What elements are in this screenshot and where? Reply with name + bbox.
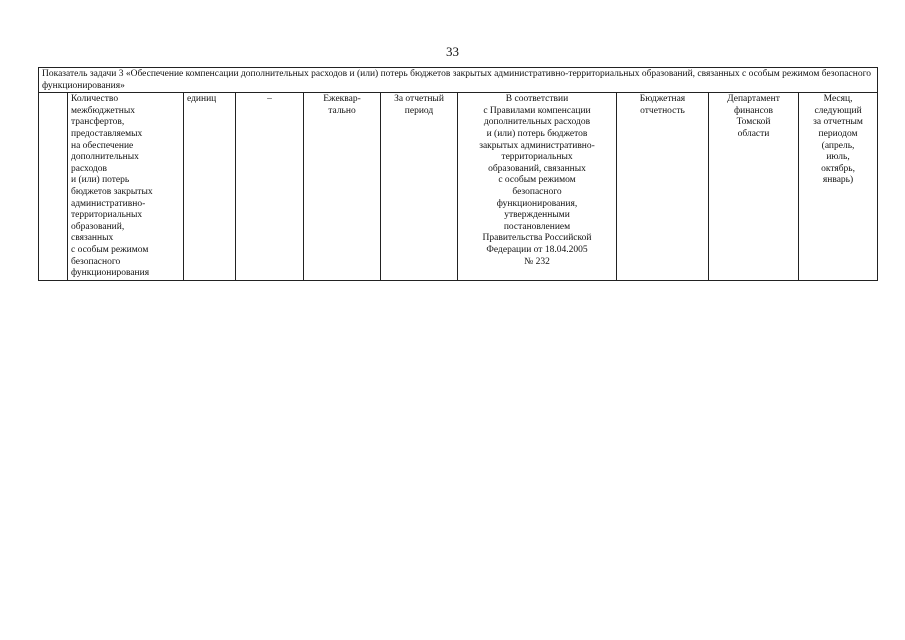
row-number-cell	[39, 93, 68, 281]
periodicity-cell: Ежеквар- тально	[304, 93, 381, 281]
page-number: 33	[446, 44, 459, 59]
task-indicator-header: Показатель задачи 3 «Обеспечение компенсации дополнительных расходов и (или) потерь бюджетов закрытых административно-территориальных образований, связанных с особым режимом безопасного функционирования»	[39, 68, 878, 93]
indicator-name-cell: Количество межбюджетных трансфертов, предоставляемых на обеспечение дополнительных расходов и (или) потерь бюджетов закрытых административно- территориальных образований, связанных с особым режимом безопасного функционирования	[68, 93, 184, 281]
unit-cell: единиц	[184, 93, 236, 281]
deadline-cell: Месяц, следующий за отчетным периодом (апрель, июль, октябрь, январь)	[799, 93, 878, 281]
dash-cell: –	[236, 93, 304, 281]
time-characteristic-cell: За отчетный период	[381, 93, 458, 281]
table-header-row	[39, 68, 878, 93]
calculation-method-cell: В соответствии с Правилами компенсации дополнительных расходов и (или) потерь бюджетов закрытых административно- территориальных образований, связанных с особым режимом безопасного функционирования, утвержденными постановлением Правительства Российской Федерации от 18.04.2005 № 232	[458, 93, 617, 281]
responsible-cell: Департамент финансов Томской области	[709, 93, 799, 281]
data-source-cell: Бюджетная отчетность	[617, 93, 709, 281]
indicator-table	[38, 67, 878, 281]
table-row	[39, 93, 878, 281]
